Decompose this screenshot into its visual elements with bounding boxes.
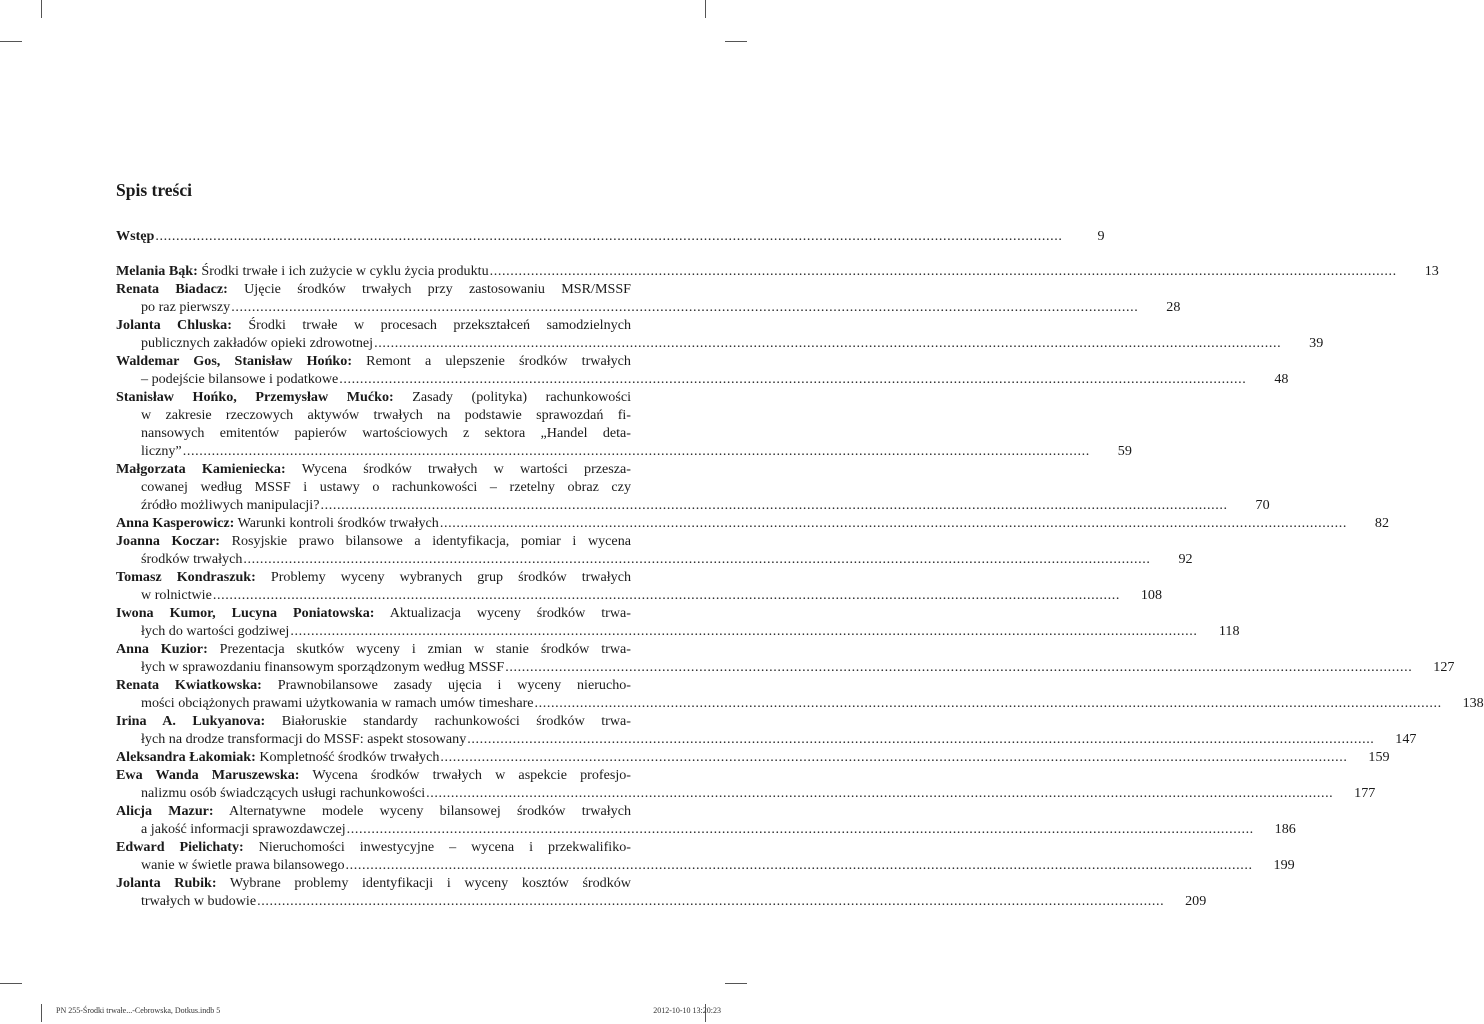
toc-entry[interactable] [116, 874, 1207, 910]
toc-entry-final-line [116, 748, 1390, 766]
page-title: Spis treści [116, 180, 192, 200]
toc-entry[interactable] [116, 568, 1162, 604]
toc-entry[interactable] [116, 532, 1193, 568]
toc-page-number: 209 [1185, 893, 1207, 909]
toc-page-number: 159 [1368, 749, 1390, 765]
toc-entry-final-line [116, 370, 1289, 388]
toc-leader-dots: ............................................................................................................................................................................................................................ [182, 443, 1090, 459]
toc-entry-line [116, 478, 631, 496]
toc-leader-dots: ............................................................................................................................................................................................................................ [534, 695, 1442, 711]
toc-entry-author: Renata Biadacz: [116, 281, 228, 297]
toc-entry-final-text [141, 694, 534, 712]
toc-entry[interactable] [116, 227, 1105, 245]
toc-page-number: 9 [1097, 228, 1105, 244]
toc-entry-final-text [116, 262, 489, 280]
toc-entry-author: Melania Bąk: [116, 263, 198, 279]
toc-entry-title-text: a jakość informacji sprawozdawczej [141, 821, 346, 837]
toc-entry-title-text: Nieruchomości inwestycyjne – wycena i przekwalifiko- [243, 839, 631, 855]
toc-entry-author: Ewa Wanda Maruszewska: [116, 767, 300, 783]
toc-entry-title-text: – podejście bilansowe i podatkowe [141, 371, 339, 387]
toc-entry-title-text: Aktualizacja wyceny środków trwa- [374, 605, 631, 621]
toc-entry-final-line [116, 550, 1193, 568]
toc-entry-title-text: nansowych emitentów papierów wartościowych z sektora „Handel deta- [141, 425, 631, 441]
crop-mark-bottom-left-h [0, 983, 22, 984]
toc-entry-final-line [116, 856, 1295, 874]
toc-page-number: 92 [1178, 551, 1193, 567]
toc-page-number: 70 [1255, 497, 1270, 513]
toc-entry-author: Renata Kwiatkowska: [116, 677, 262, 693]
toc-entry[interactable] [116, 460, 1270, 514]
toc-entry-final-text [141, 370, 338, 388]
toc-entry-final-text [141, 856, 345, 874]
toc-leader-dots: ............................................................................................................................................................................................................................ [231, 299, 1139, 315]
toc-entry-line [116, 406, 631, 424]
toc-entry-author: Anna Kasperowicz: [116, 515, 235, 531]
toc-page-number: 28 [1166, 299, 1181, 315]
toc-page-number: 108 [1140, 587, 1162, 603]
toc-entry[interactable] [116, 280, 1181, 316]
toc-entry-final-line [116, 262, 1439, 280]
table-of-contents [116, 227, 1484, 910]
toc-page-number: 59 [1117, 443, 1132, 459]
toc-leader-dots: ............................................................................................................................................................................................................................ [243, 551, 1151, 567]
toc-entry[interactable] [116, 748, 1390, 766]
toc-entry-title-text: Warunki kontroli środków trwałych [234, 515, 439, 531]
toc-entry-final-text [141, 892, 256, 910]
toc-entry-title-text: liczny” [141, 443, 182, 459]
toc-leader-dots: ............................................................................................................................................................................................................................ [155, 228, 1063, 244]
toc-entry-author: Stanisław Hońko, Przemysław Mućko: [116, 389, 394, 405]
toc-entry-line [116, 874, 631, 892]
toc-entry-title-text: Białoruskie standardy rachunkowości środków trwa- [265, 713, 631, 729]
toc-page-number: 39 [1309, 335, 1324, 351]
toc-entry-final-line [116, 694, 1484, 712]
toc-entry-title-text: łych w sprawozdaniu finansowym sporządzonym według MSSF [141, 659, 505, 675]
toc-page-number: 147 [1395, 731, 1417, 747]
crop-mark-top-left [41, 0, 42, 18]
toc-entry-final-text [116, 514, 439, 532]
toc-leader-dots: ............................................................................................................................................................................................................................ [257, 893, 1165, 909]
toc-entry-line [116, 838, 631, 856]
toc-entry-final-line [116, 586, 1162, 604]
toc-entry-final-line [116, 784, 1376, 802]
toc-entry-final-line [116, 658, 1455, 676]
toc-entry-title-text: trwałych w budowie [141, 893, 257, 909]
toc-entry-line [116, 676, 631, 694]
toc-page-number: 82 [1374, 515, 1390, 531]
toc-entry-title-text: Rosyjskie prawo bilansowe a identyfikacja, pomiar i wycena [219, 533, 631, 549]
toc-page-number: 138 [1462, 695, 1484, 711]
toc-entry-title-text: Remont a ulepszenie środków trwałych [352, 353, 631, 369]
toc-entry[interactable] [116, 262, 1439, 280]
toc-entry-final-text [116, 227, 154, 245]
toc-entry-title-text: cowanej według MSSF i ustawy o rachunkowości – rzetelny obraz czy [141, 479, 631, 495]
toc-entry-title-text: mości obciążonych prawami użytkowania w ramach umów timeshare [141, 695, 534, 711]
toc-entry-final-text [141, 586, 212, 604]
toc-entry-title-text: wanie w świetle prawa bilansowego [141, 857, 345, 873]
crop-mark-top-right-h [725, 41, 747, 42]
toc-entry-line [116, 712, 631, 730]
toc-entry-title-text: Zasady (polityka) rachunkowości [393, 389, 631, 405]
toc-entry-final-line [116, 514, 1390, 532]
toc-entry-line [116, 532, 631, 550]
toc-entry[interactable] [116, 316, 1324, 352]
crop-mark-bottom-left [41, 1004, 42, 1022]
toc-entry-line [116, 568, 631, 586]
toc-leader-dots: ............................................................................................................................................................................................................................ [290, 623, 1198, 639]
toc-entry-title-text: Wycena środków trwałych w wartości przesza- [285, 461, 631, 477]
toc-entry[interactable] [116, 604, 1240, 640]
toc-leader-dots: ............................................................................................................................................................................................................................ [489, 263, 1397, 279]
toc-entry-author: Wstęp [116, 228, 155, 244]
toc-entry-title-text: Prawnobilansowe zasady ujęcia i wyceny nierucho- [261, 677, 631, 693]
toc-entry-author: Anna Kuzior: [116, 641, 208, 657]
crop-mark-top-left-h [0, 41, 22, 42]
toc-entry-author: Jolanta Chluska: [116, 317, 232, 333]
toc-entry-title-text: łych na drodze transformacji do MSSF: aspekt stosowany [141, 731, 467, 747]
toc-entry-final-line [116, 730, 1417, 748]
toc-entry-line [116, 316, 631, 334]
toc-page-number: 186 [1274, 821, 1296, 837]
toc-entry-title-text: w zakresie rzeczowych aktywów trwałych na podstawie sprawozdań fi- [141, 407, 631, 423]
toc-leader-dots: ............................................................................................................................................................................................................................ [440, 749, 1348, 765]
toc-entry-line [116, 802, 631, 820]
toc-entry-final-text [141, 298, 230, 316]
toc-entry-final-text [141, 442, 182, 460]
toc-entry-title-text: Alternatywne modele wyceny bilansowej środków trwałych [213, 803, 631, 819]
toc-entry-title-text: Wycena środków trwałych w aspekcie profesjo- [299, 767, 631, 783]
toc-leader-dots: ............................................................................................................................................................................................................................ [339, 371, 1247, 387]
toc-leader-dots: ............................................................................................................................................................................................................................ [467, 731, 1375, 747]
toc-entry-final-text [141, 550, 242, 568]
crop-mark-top-right [705, 0, 706, 18]
toc-entry-final-line [116, 622, 1240, 640]
toc-page-number: 13 [1424, 263, 1439, 279]
toc-entry-line [116, 280, 631, 298]
toc-leader-dots: ............................................................................................................................................................................................................................ [346, 821, 1254, 837]
toc-entry-title-text: Kompletność środków trwałych [255, 749, 440, 765]
toc-entry-line [116, 424, 631, 442]
toc-entry-title-text: Problemy wyceny wybranych grup środków trwałych [255, 569, 631, 585]
toc-entry-title-text: Ujęcie środków trwałych przy zastosowaniu MSR/MSSF [227, 281, 631, 297]
toc-entry[interactable] [116, 640, 1455, 676]
toc-entry-author: Małgorzata Kamieniecka: [116, 461, 286, 477]
toc-entry[interactable] [116, 388, 1132, 460]
toc-leader-dots: ............................................................................................................................................................................................................................ [426, 785, 1334, 801]
toc-entry-author: Jolanta Rubik: [116, 875, 217, 891]
toc-entry-line [116, 388, 631, 406]
toc-entry-author: Alicja Mazur: [116, 803, 214, 819]
toc-entry-final-line [116, 820, 1296, 838]
toc-entry[interactable] [116, 802, 1296, 838]
toc-entry-final-text [141, 622, 289, 640]
toc-entry[interactable] [116, 676, 1484, 712]
toc-leader-dots: ............................................................................................................................................................................................................................ [505, 659, 1413, 675]
toc-page-number: 127 [1433, 659, 1455, 675]
toc-entry-title-text: łych do wartości godziwej [141, 623, 290, 639]
toc-entry-line [116, 640, 631, 658]
toc-entry-title-text: w rolnictwie [141, 587, 212, 603]
toc-entry-final-line [116, 334, 1324, 352]
toc-entry[interactable] [116, 766, 1376, 802]
toc-entry-final-text [141, 820, 346, 838]
toc-entry-final-text [141, 784, 425, 802]
toc-entry-author: Irina A. Lukyanova: [116, 713, 266, 729]
toc-entry-final-text [141, 730, 466, 748]
toc-entry-title-text: Wybrane problemy identyfikacji i wyceny kosztów środków [216, 875, 631, 891]
toc-entry-final-text [116, 748, 439, 766]
toc-entry-final-text [141, 334, 373, 352]
toc-entry[interactable] [116, 838, 1295, 874]
footer-timestamp: 2012-10-10 13:20:23 [653, 1006, 721, 1015]
toc-spacer [116, 245, 631, 262]
toc-leader-dots: ............................................................................................................................................................................................................................ [374, 335, 1282, 351]
toc-leader-dots: ............................................................................................................................................................................................................................ [320, 497, 1228, 513]
toc-entry-final-text [141, 658, 504, 676]
toc-entry-line [116, 460, 631, 478]
toc-entry-final-line [116, 442, 1132, 460]
toc-entry-author: Edward Pielichaty: [116, 839, 244, 855]
toc-entry-author: Joanna Koczar: [116, 533, 220, 549]
toc-leader-dots: ............................................................................................................................................................................................................................ [212, 587, 1120, 603]
toc-entry-author: Aleksandra Łakomiak: [116, 749, 256, 765]
toc-entry-final-line [116, 892, 1207, 910]
toc-entry[interactable] [116, 514, 1390, 532]
toc-entry-final-text [141, 496, 319, 514]
toc-entry-author: Waldemar Gos, Stanisław Hońko: [116, 353, 353, 369]
toc-page-number: 48 [1274, 371, 1289, 387]
toc-entry-title-text: Prezentacja skutków wyceny i zmian w stanie środków trwa- [207, 641, 631, 657]
toc-entry-title-text: środków trwałych [141, 551, 243, 567]
toc-entry-final-line [116, 496, 1270, 514]
toc-entry-title-text: nalizmu osób świadczących usługi rachunkowości [141, 785, 426, 801]
toc-entry[interactable] [116, 352, 1289, 388]
toc-entry-final-line [116, 227, 1105, 245]
toc-page-number: 118 [1218, 623, 1240, 639]
toc-entry-final-line [116, 298, 1181, 316]
toc-entry-line [116, 352, 631, 370]
toc-entry-line [116, 766, 631, 784]
toc-entry[interactable] [116, 712, 1417, 748]
toc-entry-title-text: Środki trwałe w procesach przekształceń samodzielnych [231, 317, 631, 333]
toc-entry-line [116, 604, 631, 622]
toc-page-number: 177 [1354, 785, 1376, 801]
crop-mark-bottom-right-h [725, 983, 747, 984]
toc-entry-title-text: źródło możliwych manipulacji? [141, 497, 320, 513]
toc-entry-title-text: Środki trwałe i ich zużycie w cyklu życia produktu [197, 263, 489, 279]
toc-entry-title-text: po raz pierwszy [141, 299, 231, 315]
toc-page-number: 199 [1273, 857, 1295, 873]
toc-entry-author: Iwona Kumor, Lucyna Poniatowska: [116, 605, 375, 621]
toc-leader-dots: ............................................................................................................................................................................................................................ [345, 857, 1253, 873]
toc-entry-author: Tomasz Kondraszuk: [116, 569, 256, 585]
toc-leader-dots: ............................................................................................................................................................................................................................ [439, 515, 1348, 531]
toc-entry-title-text: publicznych zakładów opieki zdrowotnej [141, 335, 374, 351]
footer-file-info: PN 255-Środki trwałe...-Cebrowska, Dotkus.indb 5 [56, 1006, 221, 1015]
